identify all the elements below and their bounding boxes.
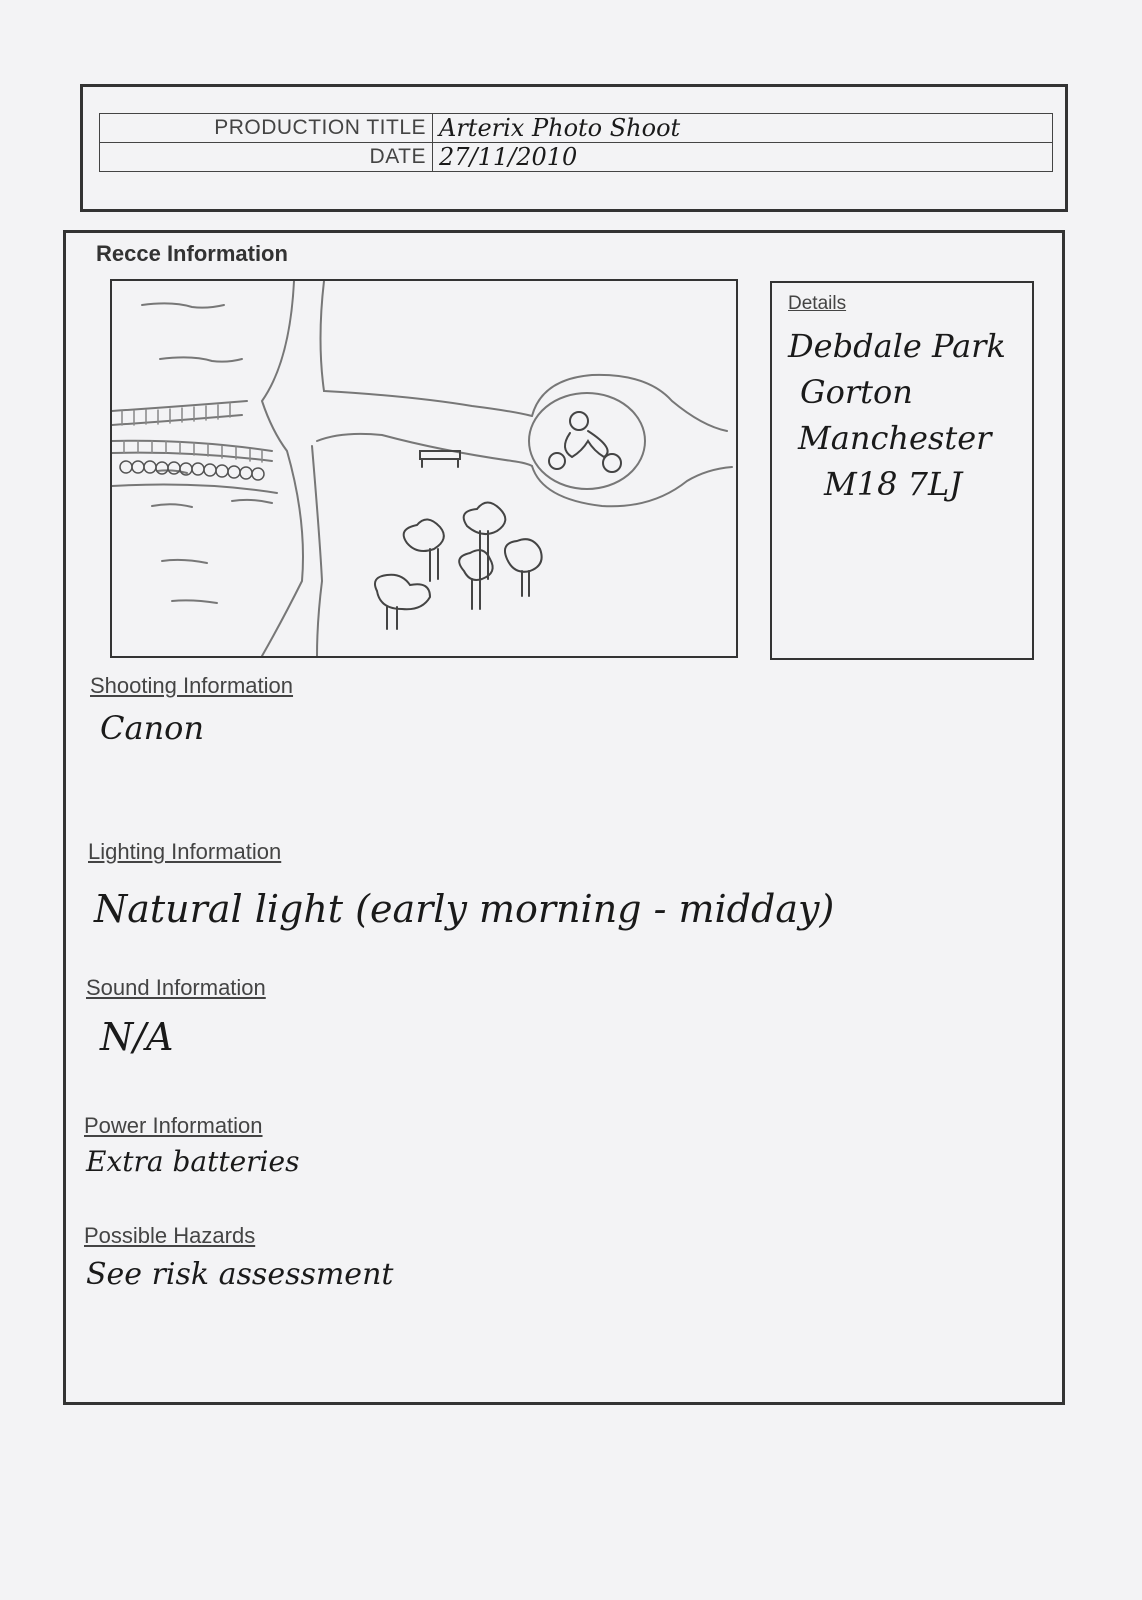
production-header-table: [99, 113, 1053, 172]
fence-line: [112, 441, 272, 451]
sound-information-section: [86, 975, 266, 1059]
water-ripple: [162, 560, 207, 563]
date-label: DATE: [100, 143, 433, 172]
power-information-value: Extra batteries: [86, 1145, 300, 1178]
production-header-box: [80, 84, 1068, 212]
possible-hazards-label: Possible Hazards: [84, 1223, 256, 1248]
shoreline: [112, 485, 277, 493]
production-title-label: PRODUCTION TITLE: [100, 114, 433, 143]
date-value: 27/11/2010: [433, 143, 1053, 172]
fence-posts: [124, 441, 262, 462]
water-ripple: [157, 470, 187, 473]
fence-line: [112, 401, 247, 411]
bench: [420, 451, 460, 467]
details-box: [770, 281, 1034, 660]
footpath-middle-edge: [317, 434, 532, 466]
water-ripple: [232, 500, 272, 503]
address-line-postcode: M18 7LJ: [824, 465, 963, 503]
footpath-left-edge: [262, 281, 303, 656]
park-map-sketch: [112, 281, 736, 656]
address-line-park: Debdale Park: [788, 327, 1006, 365]
recce-information-box: [63, 230, 1065, 1405]
possible-hazards-section: [84, 1223, 393, 1292]
fence-line: [112, 453, 272, 461]
power-information-label: Power Information: [84, 1113, 263, 1138]
recce-heading: Recce Information: [96, 241, 288, 266]
water-ripple: [172, 600, 217, 603]
water-ripple: [142, 303, 224, 307]
address-line-area: Gorton: [800, 373, 913, 411]
fountain-feature: [549, 412, 621, 472]
water-ripple: [152, 504, 192, 507]
date-row: [100, 143, 1053, 172]
lighting-information-section: [88, 839, 834, 931]
footpath-upper-edge: [321, 281, 533, 416]
address-line-city: Manchester: [798, 419, 992, 457]
production-title-value: Arterix Photo Shoot: [433, 114, 1053, 143]
shooting-information-value: Canon: [100, 709, 205, 747]
sound-information-label: Sound Information: [86, 975, 266, 1000]
power-information-section: [84, 1113, 299, 1178]
address-block: [788, 323, 1006, 507]
possible-hazards-value: See risk assessment: [86, 1257, 394, 1292]
lighting-information-value: Natural light (early morning - midday): [94, 887, 835, 931]
footpath-lower-edge: [312, 446, 322, 656]
fence-line: [112, 415, 242, 425]
lighting-information-label: Lighting Information: [88, 839, 282, 864]
shooting-information-label: Shooting Information: [90, 673, 294, 698]
production-title-row: [100, 114, 1053, 143]
shooting-information-section: [90, 673, 293, 747]
hedge: [120, 461, 264, 480]
loop-path-outer: [532, 375, 727, 431]
details-label: Details: [788, 293, 847, 314]
sound-information-value: N/A: [100, 1015, 174, 1059]
location-sketch: [110, 279, 738, 658]
trees: [375, 503, 542, 630]
water-ripple: [160, 357, 242, 361]
